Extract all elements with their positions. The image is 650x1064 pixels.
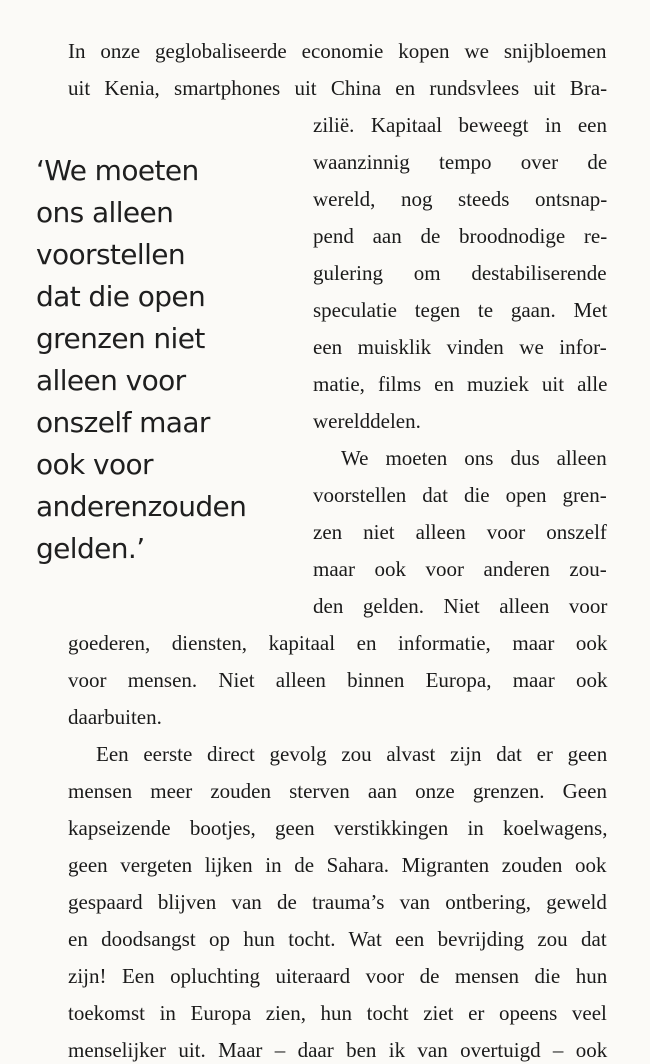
- pull-quote-line: grenzen niet: [36, 322, 205, 355]
- pull-quote-line: ‘We moeten: [36, 154, 199, 187]
- body-line: mensen meer zouden sterven aan onze grenzen. Geen: [68, 779, 607, 803]
- body-line: wereld, nog steeds ontsnap-: [313, 187, 608, 211]
- body-line: speculatie tegen te gaan. Met: [313, 298, 608, 322]
- body-line: We moeten ons dus alleen: [341, 446, 607, 470]
- body-line: een muisklik vinden we infor-: [313, 335, 607, 359]
- body-line: daarbuiten.: [68, 705, 162, 729]
- body-line: voor mensen. Niet alleen binnen Europa, maar ook: [68, 668, 608, 692]
- body-line: waanzinnig tempo over de: [313, 150, 608, 174]
- body-line: matie, films en muziek uit alle: [313, 372, 608, 396]
- body-line: Een eerste direct gevolg zou alvast zijn dat er geen: [96, 742, 608, 766]
- pull-quote-line: dat die open: [36, 280, 206, 313]
- pull-quote-line: ook voor: [36, 448, 153, 481]
- body-line: en doodsangst op hun tocht. Wat een bevrijding zou dat: [68, 927, 607, 951]
- body-line: werelddelen.: [313, 409, 421, 433]
- body-line: gulering om destabiliserende: [313, 261, 607, 285]
- body-line: zijn! Een opluchting uiteraard voor de mensen die hun: [68, 964, 608, 988]
- pull-quote-line: voorstellen: [36, 238, 186, 271]
- body-line: zen niet alleen voor onszelf: [313, 520, 607, 544]
- body-line: den gelden. Niet alleen voor: [313, 594, 608, 618]
- body-line: goederen, diensten, kapitaal en informatie, maar ook: [68, 631, 608, 655]
- body-line: menselijker uit. Maar – daar ben ik van overtuigd – ook: [68, 1038, 608, 1062]
- body-line: pend aan de broodnodige re-: [313, 224, 608, 248]
- body-line: In onze geglobaliseerde economie kopen we snijbloemen: [68, 39, 607, 63]
- body-line: toekomst in Europa zien, hun tocht ziet er opeens veel: [68, 1001, 607, 1025]
- body-line: zilië. Kapitaal beweegt in een: [313, 113, 607, 137]
- body-line: maar ook voor anderen zou-: [313, 557, 607, 581]
- pull-quote-line: gelden.’: [36, 532, 145, 565]
- body-line: geen vergeten lijken in de Sahara. Migranten zouden ook: [68, 853, 607, 877]
- pull-quote-line: alleen voor: [36, 364, 186, 397]
- pull-quote-line: anderenzouden: [36, 490, 247, 523]
- pull-quote-line: onszelf maar: [36, 406, 210, 439]
- body-line: uit Kenia, smartphones uit China en rundsvlees uit Bra-: [68, 76, 608, 100]
- body-line: voorstellen dat die open gren-: [313, 483, 607, 507]
- pull-quote-line: ons alleen: [36, 196, 174, 229]
- body-line: kapseizende bootjes, geen verstikkingen in koelwagens,: [68, 816, 608, 840]
- body-line: gespaard blijven van de trauma’s van ontbering, geweld: [68, 890, 607, 914]
